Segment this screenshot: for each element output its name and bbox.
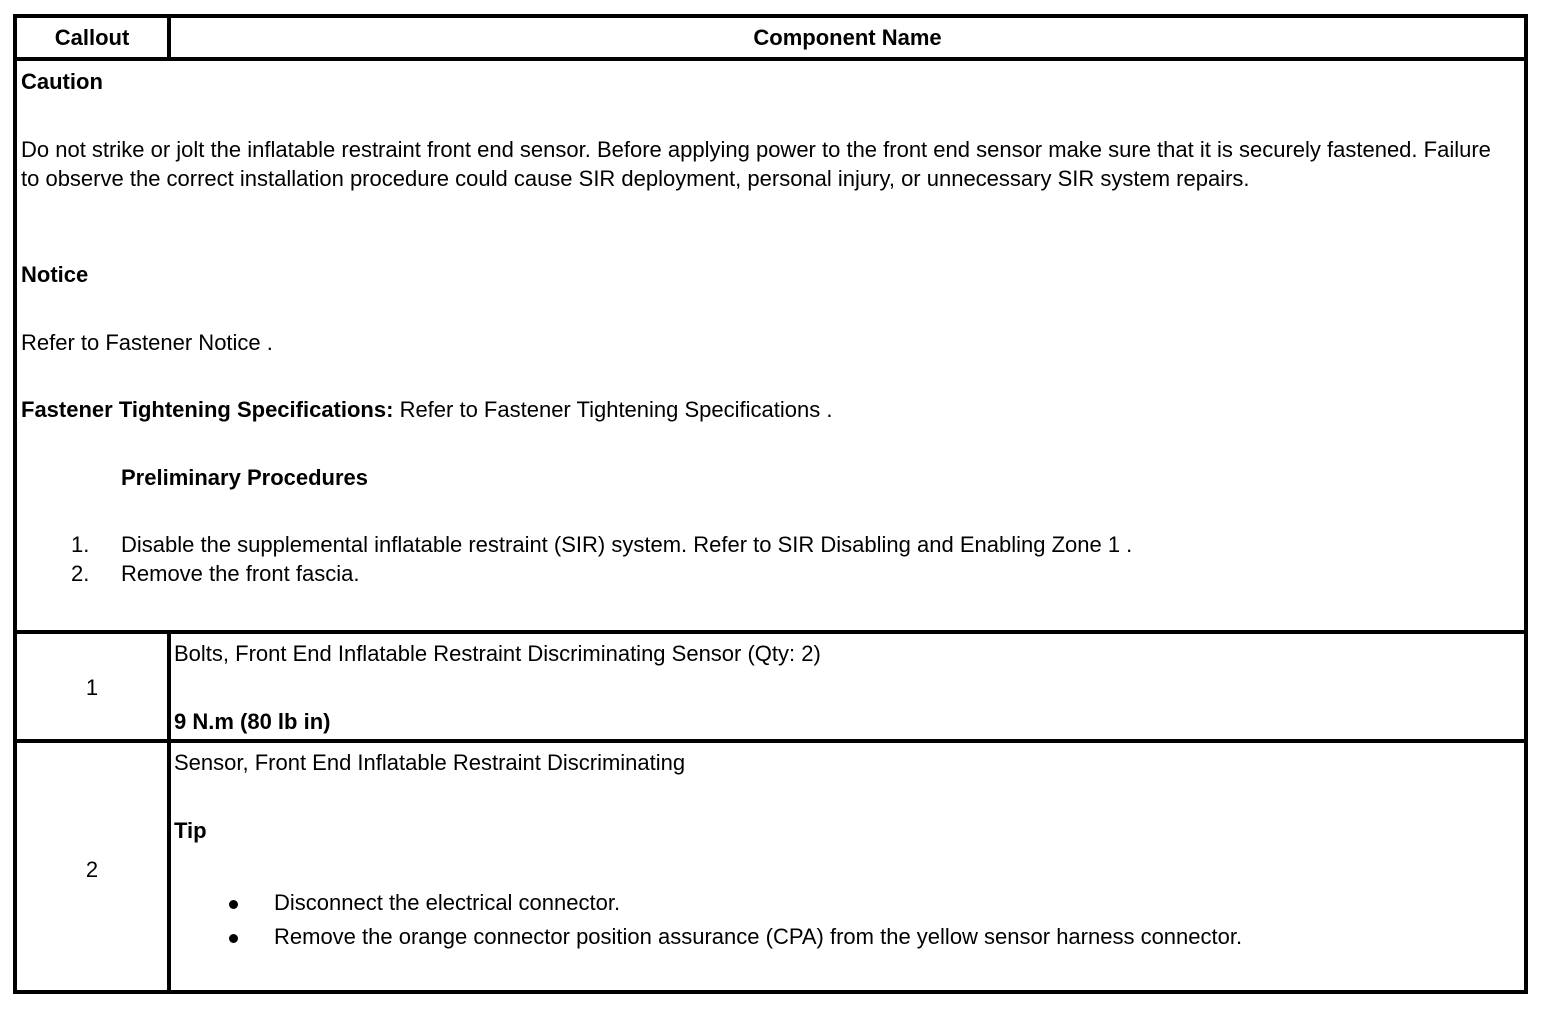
step-text: Remove the front fascia.: [121, 561, 360, 586]
callout-number: 1: [85, 675, 99, 700]
column-divider: [167, 630, 171, 994]
bullet-icon: [229, 934, 238, 943]
step-number: 1.: [71, 532, 90, 557]
step-number: 2.: [71, 561, 90, 586]
torque-spec: 9 N.m (80 lb in): [174, 709, 331, 734]
procedure-table: [13, 14, 1528, 994]
bullet-icon: [229, 900, 238, 909]
fastener-spec-text: Refer to Fastener Tightening Specifications .: [399, 397, 833, 422]
section-rule: [17, 630, 1524, 634]
tip-item: Disconnect the electrical connector.: [274, 890, 621, 915]
tip-item: Remove the orange connector position assurance (CPA) from the yellow sensor harness connector.: [274, 924, 1243, 949]
header-divider: [167, 18, 171, 58]
component-name: Bolts, Front End Inflatable Restraint Discriminating Sensor (Qty: 2): [174, 641, 821, 666]
notice-heading: Notice: [21, 262, 89, 287]
header-callout: Callout: [54, 24, 130, 50]
tip-heading: Tip: [174, 818, 207, 843]
fastener-spec-label: Fastener Tightening Specifications:: [21, 397, 394, 422]
preliminary-heading: Preliminary Procedures: [121, 465, 369, 490]
header-component-name: Component Name: [753, 24, 942, 50]
notice-text: Refer to Fastener Notice .: [21, 330, 273, 355]
callout-number: 2: [85, 857, 99, 882]
fastener-spec-line: [21, 395, 832, 424]
caution-text: Do not strike or jolt the inflatable restraint front end sensor. Before applying power to the front end sensor make sure that it is securely fastened. Failure to observe the correct installation procedure could cause SIR deployment, personal injury, or unnecessary SIR system repairs.: [21, 137, 1491, 191]
caution-heading: Caution: [21, 69, 103, 94]
row-rule: [17, 739, 1524, 743]
component-name: Sensor, Front End Inflatable Restraint Discriminating: [174, 750, 686, 775]
step-text: Disable the supplemental inflatable restraint (SIR) system. Refer to SIR Disabling and Enabling Zone 1 .: [121, 532, 1133, 557]
header-rule: [17, 57, 1524, 61]
